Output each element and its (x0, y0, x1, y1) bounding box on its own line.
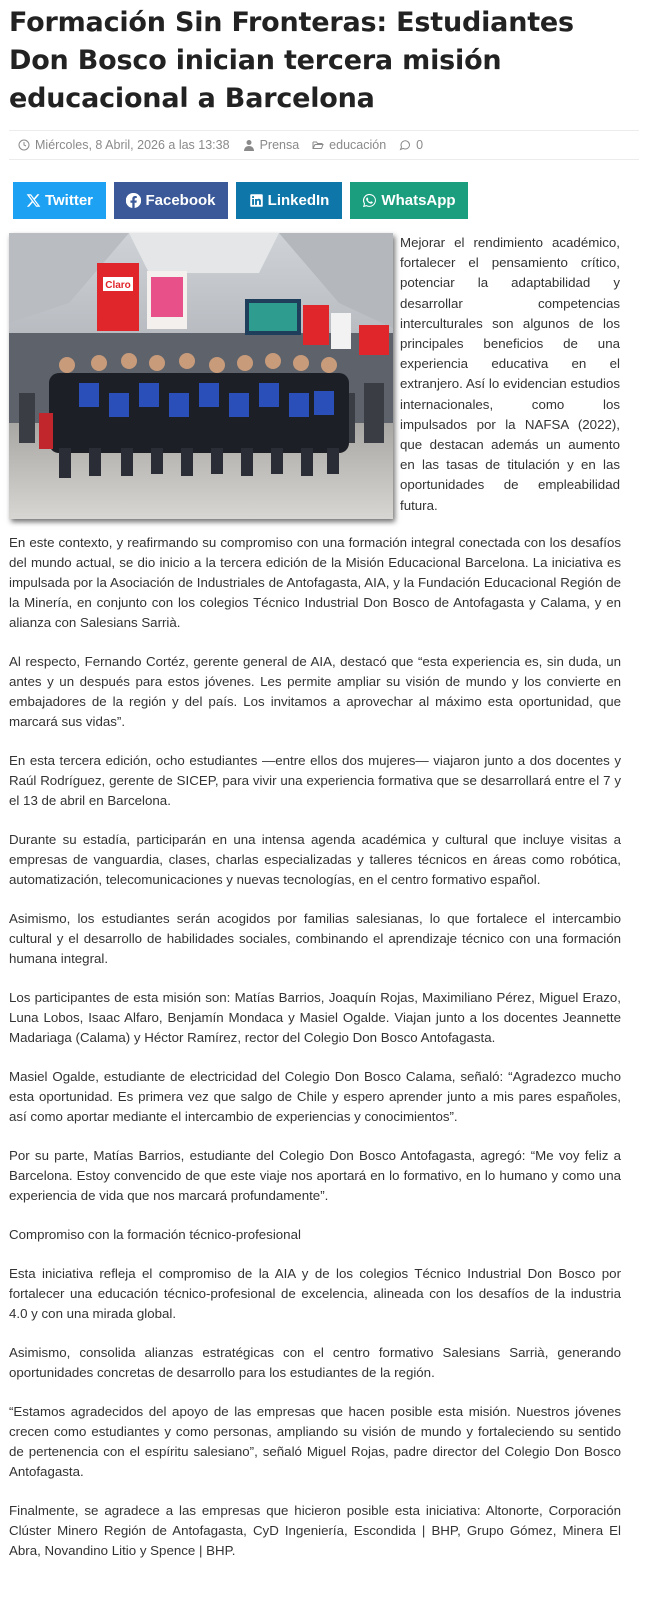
paragraph: Por su parte, Matías Barrios, estudiante del Colegio Don Bosco Antofagasta, agregó: “Me voy feliz a Barcelona. Estoy convencido de que este viaje nos aportará en lo formativo, en lo humano y como una experiencia de vida que nos marcará profundamente”. (9, 1148, 621, 1203)
paragraph: En este contexto, y reafirmando su compromiso con una formación integral conectada con los desafíos del mundo actual, se dio inicio a la tercera edición de la Misión Educacional Barcelona. La iniciativa es impulsada por la Asociación de Industriales de Antofagasta, AIA, y la Fundación Educacional Región de la Minería, en conjunto con los colegios Técnico Industrial Don Bosco de Antofagasta y Calama, y en alianza con Salesians Sarrià. (9, 535, 621, 630)
meta-date-text: Miércoles, 8 Abril, 2026 a las 13:38 (35, 138, 230, 152)
facebook-logo-icon (126, 193, 141, 208)
share-twitter-button[interactable] (13, 182, 106, 219)
share-linkedin-button[interactable] (236, 182, 342, 219)
paragraph: Asimismo, consolida alianzas estratégicas con el centro formativo Salesians Sarrià, generando oportunidades concretas de desarrollo para los estudiantes de la región. (9, 1345, 621, 1380)
share-facebook-button[interactable] (114, 182, 228, 219)
article-photo (9, 233, 393, 519)
paragraph: Esta iniciativa refleja el compromiso de la AIA y de los colegios Técnico Industrial Don Bosco por fortalecer una educación técnico-profesional de excelencia, alineada con los desafíos de la industria 4.0 y con una mirada global. (9, 1266, 621, 1321)
clock-icon (18, 139, 30, 151)
paragraph: Al respecto, Fernando Cortéz, gerente general de AIA, destacó que “esta experiencia es, sin duda, un antes y un después para estos jóvenes. Les permite ampliar su visión de mundo y los convierte en embajadores de la región y del país. Los invitamos a aprovechar al máximo esta oportunidad, que marcará sus vidas”. (9, 654, 621, 729)
meta-comments[interactable] (399, 138, 423, 152)
meta-author[interactable] (243, 138, 300, 152)
paragraph: “Estamos agradecidos del apoyo de las empresas que hacen posible esta misión. Nuestros jóvenes crecen como estudiantes y como personas, ampliando su visión de mundo y fortaleciendo su sentido de pertenencia con el espíritu salesiano”, señaló Miguel Rojas, padre director del Colegio Don Bosco Antofagasta. (9, 1404, 621, 1479)
paragraph: Masiel Ogalde, estudiante de electricidad del Colegio Don Bosco Calama, señaló: “Agradezco mucho esta oportunidad. Es primera vez que salgo de Chile y espero aprender junto a mis pares españoles, así como aportar mediante el intercambio de experiencias y conocimientos”. (9, 1069, 621, 1124)
x-logo-icon (26, 193, 41, 208)
article-intro: Mejorar el rendimiento académico, fortalecer el pensamiento crítico, potenciar la adaptabilidad y desarrollar competencias interculturales son algunos de los principales beneficios de una experiencia educativa en el extranjero. Así lo evidencian estudios internacionales, como los impulsados por la NAFSA (2022), que destacan además un aumento en las tasas de titulación y en las oportunidades de empleabilidad futura. (400, 235, 620, 513)
meta-comments-count[interactable]: 0 (416, 138, 424, 152)
paragraph: Finalmente, se agradece a las empresas que hicieron posible esta iniciativa: Altonorte, Corporación Clúster Minero Región de Antofagasta, CyD Ingeniería, Escondida | BHP, Grupo Gómez, Minera El Abra, Novandino Litio y Spence | BHP. (9, 1503, 621, 1558)
user-icon (243, 139, 255, 151)
section-subheading: Compromiso con la formación técnico-profesional (9, 1227, 301, 1242)
share-linkedin-label: LinkedIn (267, 192, 330, 209)
whatsapp-logo-icon (362, 193, 377, 208)
paragraph: Asimismo, los estudiantes serán acogidos por familias salesianas, lo que fortalece el intercambio cultural y el desarrollo de habilidades sociales, combinando el aprendizaje técnico con una formación humana integral. (9, 911, 621, 966)
comment-icon (399, 139, 411, 151)
meta-category-text[interactable]: educación (329, 138, 387, 152)
article-meta (9, 130, 639, 160)
meta-author-text[interactable]: Prensa (259, 138, 300, 152)
article-body (9, 533, 621, 1580)
photo-claro-sign: Claro (105, 280, 131, 291)
share-twitter-label: Twitter (44, 192, 94, 209)
share-whatsapp-label: WhatsApp (381, 192, 456, 209)
folder-open-icon (312, 139, 324, 151)
paragraph: En esta tercera edición, ocho estudiantes —entre ellos dos mujeres— viajaron junto a dos docentes y Raúl Rodríguez, gerente de SICEP, para vivir una experiencia formativa que se desarrollará entre el 7 y el 13 de abril en Barcelona. (9, 753, 621, 808)
paragraph: Durante su estadía, participarán en una intensa agenda académica y cultural que incluye visitas a empresas de vanguardia, clases, charlas especializadas y talleres técnicos en áreas como robótica, automatización, telecomunicaciones y nuevas tecnologías, en el centro formativo español. (9, 832, 621, 887)
article-title: Formación Sin Fronteras: Estudiantes Don Bosco inician tercera misión educacional a Barcelona (9, 7, 574, 114)
airport-group-photo (9, 233, 393, 519)
meta-date (18, 138, 230, 152)
linkedin-logo-icon (249, 193, 264, 208)
meta-category[interactable] (312, 138, 386, 152)
share-whatsapp-button[interactable] (350, 182, 468, 219)
paragraph: Los participantes de esta misión son: Matías Barrios, Joaquín Rojas, Maximiliano Pérez, Miguel Erazo, Luna Lobos, Isaac Alfaro, Benjamín Mondaca y Masiel Ogalde. Viajan junto a los docentes Jeannette Madariaga (Calama) y Héctor Ramírez, rector del Colegio Don Bosco Antofagasta. (9, 990, 621, 1045)
share-facebook-label: Facebook (145, 192, 216, 209)
